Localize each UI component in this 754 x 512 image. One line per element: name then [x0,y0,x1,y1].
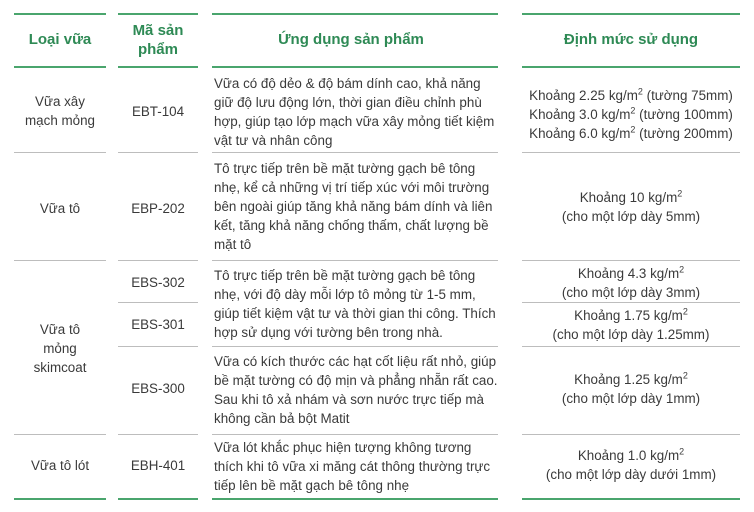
row4-usage-line2: (cho một lớp dày dưới 1mm) [545,467,717,482]
row1-usage [518,86,744,143]
header-code: Mã sản phẩm [132,22,184,58]
row1-application: Vữa có độ dẻo & độ bám dính cao, khả năng giữ độ lưu động lớn, thời gian điều chỉnh phù hợp, giúp tạo lớp mạch vữa xây mỏng tiết kiệm vật tư và nhân công [214,76,495,148]
row1-usage-line3: Khoảng 6.0 $kg/m^2$ (tường 200mm) [529,124,733,141]
bottom-rule-1 [14,498,106,500]
row3-code-3: EBS-300 [131,380,185,396]
row3-usage-2-line1: Khoảng 1.75 $kg/m^2$ [574,306,688,323]
bottom-rule-3 [212,498,498,500]
row2-rule-2 [118,260,198,261]
header-usage: Định mức sử dụng [563,31,699,48]
row1-code: EBT-104 [131,103,185,119]
row1-usage-line1: Khoảng 2.25 $kg/m^2$ (tường 75mm) [529,86,733,103]
row2-usage-line1: Khoảng 10 $kg/m^2$ [579,188,683,205]
row3-usage-rule-2 [522,346,740,347]
row1-usage-line2: Khoảng 3.0 $kg/m^2$ (tường 100mm) [529,105,733,122]
header-rule-2 [118,66,198,68]
row2-rule-1 [14,260,106,261]
row3-rule-2 [118,434,198,435]
row3-code-2: EBS-301 [131,316,185,332]
bottom-rule-4 [522,498,740,500]
row4-application: Vữa lót khắc phục hiện tượng không tương thích khi tô vữa xi măng cát thông thường trực tiếp lên bề mặt gạch bê tông nhẹ [214,440,491,493]
row2-code: EBP-202 [131,200,185,216]
header-rule-4 [522,66,740,68]
row4-usage-line1: Khoảng 1.0 $kg/m^2$ [577,446,685,463]
row3-type: Vữa tô mỏng skimcoat [33,321,87,375]
row3-code-rule-2 [118,346,198,347]
header-rule-1 [14,66,106,68]
row1-type: Vữa xây mạch mỏng [25,94,95,128]
row1-rule-1 [14,152,106,153]
row3-app-rule [212,346,498,347]
header-application: Ứng dụng sản phẩm [278,31,424,48]
top-rule-4 [522,13,740,15]
row4-usage [518,446,744,484]
row3-usage-rule-1 [522,302,740,303]
row3-usage-3 [518,370,744,408]
row3-usage-3-line1: Khoảng 1.25 $kg/m^2$ [574,370,688,387]
row3-usage-1-line2: (cho một lớp dày 3mm) [561,285,701,300]
row3-rule-1 [14,434,106,435]
row3-code-1: EBS-302 [131,274,185,290]
bottom-rule-2 [118,498,198,500]
row1-rule-2 [118,152,198,153]
header-rule-3 [212,66,498,68]
row3-application-1: Tô trực tiếp trên bề mặt tường gạch bê tông nhẹ, với độ dày mỗi lớp tô mỏng từ 1-5 mm, giúp tiết kiệm vật tư và thời gian thi công. Thích hợp sử dụng với tường bên trong nhà. [214,268,496,340]
row3-usage-3-line2: (cho một lớp dày 1mm) [561,391,701,406]
top-rule-1 [14,13,106,15]
row3-code-rule-1 [118,302,198,303]
row3-usage-2-line2: (cho một lớp dày 1.25mm) [552,327,710,342]
top-rule-3 [212,13,498,15]
row3-usage-2 [518,306,744,344]
row3-usage-1 [518,264,744,302]
row1-rule-4 [522,152,740,153]
row2-application: Tô trực tiếp trên bề mặt tường gạch bê tông nhẹ, kể cả những vị trí tiếp xúc với môi trường bên ngoài giúp tăng khả năng bám dính và liên kết, tăng khả năng chống thấm, chất lượng bề mặt tô [214,161,493,252]
row2-usage-line2: (cho một lớp dày 5mm) [561,209,701,224]
row1-rule-3 [212,152,498,153]
row3-rule-4 [522,434,740,435]
row2-rule-3 [212,260,498,261]
header-type: Loại vữa [28,31,92,48]
row4-code: EBH-401 [130,457,186,473]
row2-usage [518,188,744,226]
row3-usage-1-line1: Khoảng 4.3 $kg/m^2$ [577,264,685,281]
row3-application-2: Vữa có kích thước các hạt cốt liệu rất nhỏ, giúp bề mặt tường có độ mịn và phẳng nhẵn rất cao. Sau khi tô xả nhám và sơn nước trực tiếp mà không cần bả bột Matit [214,354,498,426]
top-rule-2 [118,13,198,15]
row3-rule-3 [212,434,498,435]
row2-rule-4 [522,260,740,261]
row4-type: Vữa tô lót [30,457,90,473]
row2-type: Vữa tô [39,200,81,216]
